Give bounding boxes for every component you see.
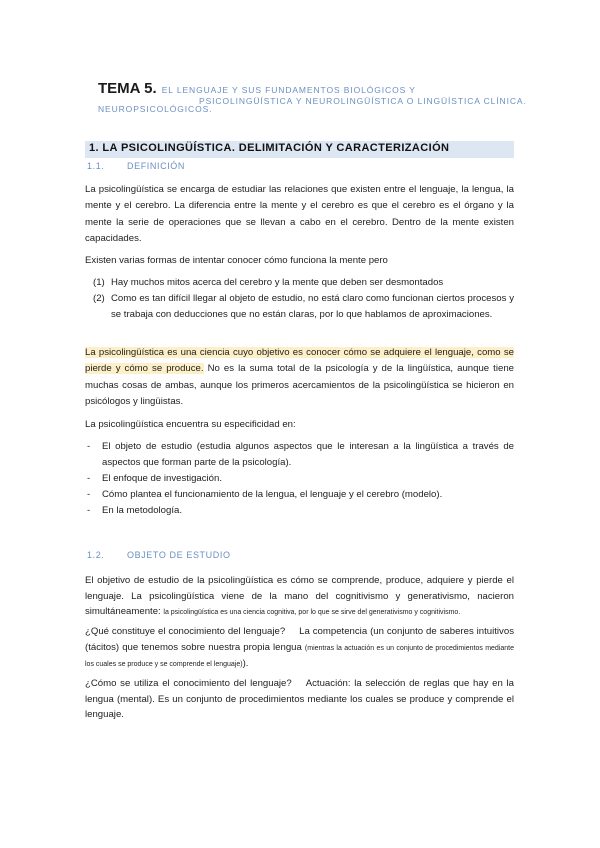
list-marker: (1) [93, 277, 105, 288]
answer-end: ). [242, 658, 249, 669]
list-item-text: El objeto de estudio (estudia algunos aspectos que le interesan a la lingüística a través de aspectos que forman parte de la psicología). [102, 441, 514, 468]
bullet-list [85, 439, 514, 519]
list-item-text: Cómo plantea el funcionamiento de la lengua, el lenguaje y el cerebro (modelo). [102, 489, 443, 500]
subsection-title: DEFINICIÓN [127, 161, 186, 171]
list-item [85, 503, 514, 519]
subsection-number: 1.1. [87, 161, 105, 171]
section-title: 1. LA PSICOLINGÜÍSTICA. DELIMITACIÓN Y CARACTERIZACIÓN [89, 142, 450, 154]
paragraph-small-note: la psicolingüística es una ciencia cognitiva, por lo que se sirve del generativismo y cognitivismo. [163, 609, 461, 616]
subsection-number: 1.2. [87, 550, 105, 560]
chapter-title-line1: EL LENGUAJE Y SUS FUNDAMENTOS BIOLÓGICOS Y NEUROPSICOLÓGICOS. [98, 85, 416, 114]
paragraph-objective [85, 345, 514, 411]
question-text: ¿Cómo se utiliza el conocimiento del lenguaje? [85, 678, 292, 689]
subsection-heading-objeto [87, 550, 231, 560]
chapter-number: TEMA 5. [98, 80, 157, 97]
list-marker: - [87, 505, 91, 516]
paragraph-text: No es la suma total de la psicología y de la lingüística, aunque tiene muchas cosas de ambas, aunque los primeros acercamientos de la psicolingüística se hicieron en psicólogos y lingüistas. [85, 363, 514, 408]
question-usage [85, 676, 514, 723]
list-item-text: El enfoque de investigación. [102, 473, 223, 484]
list-marker: - [87, 473, 91, 484]
list-marker: (2) [93, 293, 105, 304]
question-knowledge [85, 624, 514, 673]
list-item-text: Hay muchos mitos acerca del cerebro y la mente que deben ser desmontados [111, 277, 444, 288]
paragraph-specificity: La psicolingüística encuentra su especificidad en: [85, 419, 296, 430]
answer-text: La competencia (un conjunto de saberes intuitivos (tácitos) que tenemos sobre nuestra propia lengua [85, 626, 514, 653]
list-item [85, 471, 514, 487]
answer-text: Actuación: la selección de reglas que hay en la lengua (mental). Es un conjunto de procedimientos mediante los cuales se produce y comprende el lenguaje. [85, 678, 515, 720]
list-marker: - [87, 489, 91, 500]
paragraph-forms: Existen varias formas de intentar conocer cómo funciona la mente pero [85, 255, 388, 266]
answer-small-note: (mientras la actuación es un conjunto de procedimientos mediante los cuales se produce y se comprende el lenguaje) [85, 644, 514, 668]
subsection-title: OBJETO DE ESTUDIO [127, 550, 231, 560]
highlighted-text: La psicolingüística es una ciencia cuyo objetivo es conocer cómo se adquiere el lenguaje, como se pierde y cómo se produce. [85, 347, 514, 375]
list-item [85, 439, 514, 471]
chapter-header [98, 78, 527, 116]
list-item [85, 291, 514, 323]
list-item [85, 487, 514, 503]
paragraph-study-object [85, 573, 514, 621]
list-item-text: Como es tan difícil llegar al objeto de estudio, no está claro como funcionan ciertos procesos y se trabaja con deducciones que no están claras, por lo que hablamos de aproximaciones. [111, 293, 514, 320]
question-text: ¿Qué constituye el conocimiento del lenguaje? [85, 626, 286, 637]
chapter-title-line2: PSICOLINGÜÍSTICA Y NEUROLINGÜÍSTICA O LINGÜÍSTICA CLÍNICA. [199, 96, 527, 106]
list-marker: - [87, 441, 91, 452]
section-heading-bar [85, 141, 514, 158]
paragraph-text: El objetivo de estudio de la psicolingüística es cómo se comprende, produce, adquiere y pierde el lenguaje. La psicolingüística viene de la mano del cognitivismo y generativismo, nacieron simultáneamente: [85, 575, 514, 617]
list-item [85, 275, 514, 291]
subsection-heading-definicion [87, 161, 185, 171]
numbered-list [85, 275, 514, 323]
list-item-text: En la metodología. [102, 505, 183, 516]
paragraph-definition: La psicolingüística se encarga de estudiar las relaciones que existen entre el lenguaje, la lengua, la mente y el cerebro. La diferencia entre la mente y el cerebro es que el cerebro es el órgano y la mente la serie de operaciones que se llevan a cabo en el cerebro. Dentro de la mente existen capacidades. [85, 184, 514, 245]
